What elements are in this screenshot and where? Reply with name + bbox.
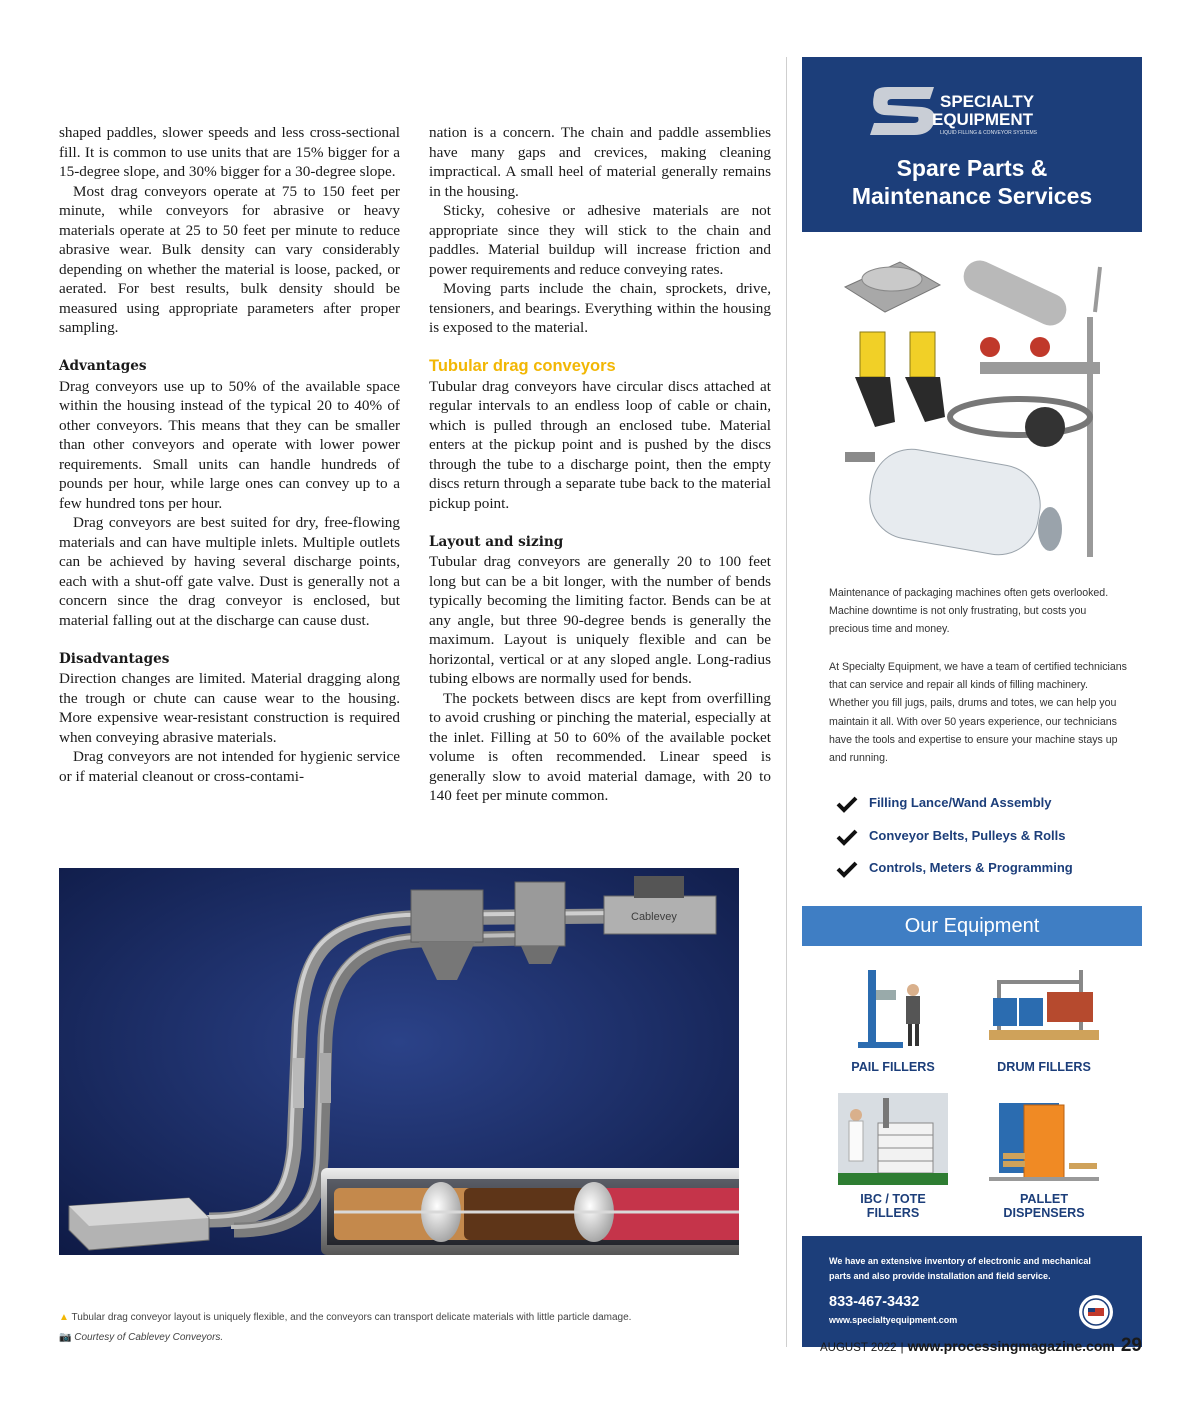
ad-footer (802, 1236, 1142, 1347)
ad-headline: Spare Parts & Maintenance Services (851, 155, 1093, 209)
drum-filler-image (989, 960, 1099, 1052)
ad-website-link[interactable]: www.specialtyequipment.com (829, 1315, 958, 1325)
section-heading-layout: Layout and sizing (429, 533, 564, 550)
triangle-icon: ▲ (59, 1312, 69, 1323)
pallet-dispenser-image (989, 1093, 1099, 1185)
checklist-item: Conveyor Belts, Pulleys & Rolls (836, 826, 1136, 848)
section-heading-disadvantages: Disadvantages (59, 650, 170, 667)
pail-filler-image (838, 960, 948, 1052)
ad-header (802, 57, 1142, 232)
paragraph: Most drag conveyors operate at 75 to 150 feet per minute, while conveyors for abrasive or heavy materials operate at 25 to 50 feet per minute to reduce abrasive wear. Bulk density can vary considerably depending on whether the material is loose, packed, or aerated. For best results, bulk density should be measured using appropriate parameters after proper sampling. (59, 182, 400, 336)
checkmark-icon (836, 860, 858, 878)
made-in-usa-seal (1078, 1294, 1114, 1330)
ibc-tote-filler-image (838, 1093, 948, 1185)
logo-mark (870, 85, 1074, 137)
paragraph: The pockets between discs are kept from overfilling to avoid crushing or pinching the material, especially at the inlet. Filling at 50 to 60% of the available pocket volume is often recommended. Linear speed is generally slow to avoid material damage, with 20 to 140 feet per minute common. (429, 689, 771, 804)
svg-text:EQUIPMENT: EQUIPMENT (932, 110, 1034, 129)
svg-text:LIQUID FILLING & CONVEYOR SYST: LIQUID FILLING & CONVEYOR SYSTEMS (940, 130, 1037, 136)
checklist-item: Filling Lance/Wand Assembly (836, 793, 1136, 815)
page-footer (820, 1335, 1142, 1357)
equipment-label-ibc-tote-fillers[interactable]: IBC / TOTE FILLERS (860, 1192, 926, 1220)
article-column-1 (59, 123, 400, 786)
equipment-label-drum-fillers[interactable]: DRUM FILLERS (997, 1060, 1091, 1074)
equipment-label-pail-fillers[interactable]: PAIL FILLERS (851, 1060, 935, 1074)
checklist-item: Controls, Meters & Programming (836, 858, 1136, 880)
paragraph: Tubular drag conveyors have circular discs attached at regular intervals to an endless loop of cable or chain, which is pulled through an enclosed tube. Material enters at the pickup point and is pushed by the discs through the tube to a discharge point, then the empty discs return through a separate tube back to the material pickup point. (429, 377, 771, 512)
ad-phone-number[interactable]: 833-467-3432 (829, 1294, 920, 1310)
our-equipment-banner: Our Equipment (802, 906, 1142, 946)
article-column-2 (429, 123, 771, 806)
conveyor-figure (59, 868, 739, 1255)
specialty-equipment-ad[interactable] (802, 57, 1142, 1347)
paragraph: Direction changes are limited. Material dragging along the trough or chute can cause wear to the housing. More expensive wear-resistant construction is required when conveying abrasive materials. (59, 670, 400, 746)
svg-text:SPECIALTY: SPECIALTY (940, 92, 1035, 111)
ad-body-text: Maintenance of packaging machines often gets overlooked. Machine downtime is not only frustrating, but costs you precious time and money. (829, 587, 1109, 636)
paragraph: nation is a concern. The chain and paddle assemblies have many gaps and crevices, making cleaning impractical. A small heel of material generally remains in the housing. (429, 124, 771, 200)
parts-collage (840, 257, 1130, 577)
paragraph: Drag conveyors use up to 50% of the available space within the housing instead of the typical 20 to 40% of other conveyors. This means that they can be smaller than other conveyors and operate with lower power requirements. Small units can handle hundreds of pounds per hour, while large ones can convey up to a few hundred tons per hour. (59, 377, 400, 512)
ad-body-text: At Specialty Equipment, we have a team of certified technicians that can service and repair all kinds of filling machinery. Whether you fill jugs, pails, drums and totes, we can help you maintain it all. With over 50 years experience, our technicians have the tools and expertise to ensure your machine stays up and running. (829, 661, 1127, 765)
paragraph: Drag conveyors are best suited for dry, free-flowing materials and can have multiple inlets. Multiple outlets can be achieved by having several discharge points, each with a shut-off gate valve. Dust is generally not a concern since the drag conveyor is enclosed, but material falling out at the discharge can cause dust. (59, 514, 400, 629)
figure-caption: ▲ Tubular drag conveyor layout is uniquely flexible, and the conveyors can transport delicate materials with little particle damage. (59, 1312, 632, 1323)
camera-icon: 📷 (59, 1332, 72, 1343)
figure-credit: 📷 Courtesy of Cablevey Conveyors. (59, 1332, 224, 1343)
section-heading-tubular: Tubular drag conveyors (429, 357, 616, 375)
paragraph: Drag conveyors are not intended for hygienic service or if material cleanout or cross-contami- (59, 748, 400, 785)
machine-brand-label: Cablevey (631, 911, 677, 923)
issue-date: AUGUST 2022 (820, 1342, 897, 1354)
checkmark-icon (836, 828, 858, 846)
magazine-website[interactable]: www.processingmagazine.com (907, 1338, 1115, 1354)
equipment-label-pallet-dispensers[interactable]: PALLET DISPENSERS (1003, 1192, 1085, 1220)
paragraph: Sticky, cohesive or adhesive materials are not appropriate since they will stick to the chain and paddles. Material buildup will increase friction and power requirements and reduce conveying rates. (429, 202, 771, 278)
paragraph: shaped paddles, slower speeds and less cross-sectional fill. It is common to use units that are 15% bigger for a 15-degree slope, and 30% bigger for a 30-degree slope. (59, 124, 400, 180)
ad-footer-text: We have an extensive inventory of electronic and mechanical parts and also provide installation and field service. (829, 1256, 1091, 1281)
column-divider (786, 57, 787, 1347)
paragraph: Moving parts include the chain, sprockets, drive, tensioners, and bearings. Everything within the housing is exposed to the material. (429, 280, 771, 336)
checkmark-icon (836, 795, 858, 813)
conveyor-illustration (59, 868, 739, 1255)
section-heading-advantages: Advantages (59, 358, 147, 374)
paragraph: Tubular drag conveyors are generally 20 to 100 feet long but can be a bit longer, with the number of bends typically becoming the limiting factor. Bends can be at any angle, but three 90-degree bends is generally the maximum. Layout is uniquely flexible and can be horizontal, vertical or at any sloped angle. Long-radius tubing elbows are normally used for bends. (429, 553, 771, 687)
page-number: 29 (1120, 1335, 1142, 1356)
specialty-equipment-logo (870, 85, 1074, 137)
footer-separator: | (900, 1340, 904, 1354)
spare-parts-image (840, 257, 1130, 577)
